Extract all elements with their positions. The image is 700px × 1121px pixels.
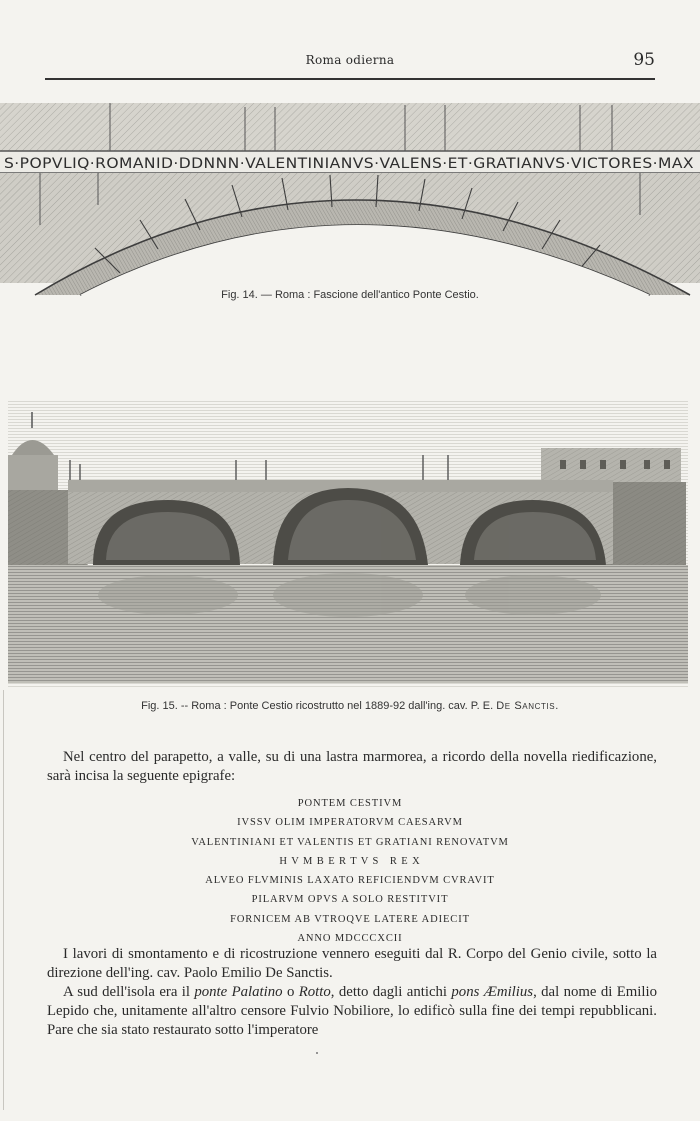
figure-14-caption: Fig. 14. — Roma : Fascione dell'antico Ponte Cestio. bbox=[221, 289, 479, 301]
figure-15-caption bbox=[0, 700, 700, 712]
bridge-inscription: S·POPVLIQ·ROMANID·DDNNN·VALENTINIANVS·VALENS·ET·GRATIANVS·VICTORES·MAX bbox=[4, 156, 694, 172]
figure-14-engraving bbox=[0, 95, 700, 300]
epigraph-line: PONTEM CESTIVM bbox=[297, 798, 403, 809]
epigraph-line: ANNO MDCCCXCII bbox=[297, 933, 403, 945]
paragraph-works: I lavori di smontamento e di ricostruzione vennero eseguiti dal R. Corpo del Genio civile, sotto la direzione dell'ing. cav. Paolo Emilio De Sanctis. bbox=[47, 946, 657, 981]
figure-15-caption-text: Fig. 15. -- Roma : Ponte Cestio ricostrutto nel 1889-92 dall'ing. cav. P. E. bbox=[141, 700, 497, 712]
text-run: o bbox=[282, 984, 299, 1000]
epigraph-line: VALENTINIANI ET VALENTIS ET GRATIANI RENOVATVM bbox=[191, 836, 509, 848]
printing-mark bbox=[316, 1052, 318, 1054]
paragraph-ponte-palatino bbox=[47, 983, 657, 1040]
paragraph-parapet: Nel centro del parapetto, a valle, su di una lastra marmorea, a ricordo della novella riedificazione, sarà incisa la seguente epigrafe: bbox=[47, 749, 657, 784]
epigraph-line: FORNICEM AB VTROQVE LATERE ADIECIT bbox=[230, 913, 470, 925]
epigraph-line: PILARVM OPVS A SOLO RESTITVIT bbox=[251, 894, 449, 906]
italic-term: ponte Palatino bbox=[194, 984, 283, 1000]
italic-term: pons Æmilius bbox=[451, 984, 534, 1000]
text-run: , detto dagli antichi bbox=[330, 984, 452, 1000]
epigraph-line: H V M B E R T V S R E X bbox=[279, 855, 421, 867]
epigraph-line: IVSSV OLIM IMPERATORVM CAESARVM bbox=[237, 817, 463, 829]
epigraph-line: ALVEO FLVMINIS LAXATO REFICIENDVM CVRAVIT bbox=[205, 875, 495, 887]
figure-15-caption-author: De Sanctis. bbox=[496, 700, 559, 712]
running-head bbox=[45, 50, 655, 80]
text-run: A sud dell'isola era il bbox=[63, 984, 195, 1000]
figure-15-engraving bbox=[8, 400, 688, 688]
epigraph bbox=[0, 794, 700, 948]
page-edge-shadow bbox=[3, 690, 4, 1110]
page-number: 95 bbox=[633, 50, 655, 70]
text-run: , dal nome di Emilio Lepido che, unitamente all'altro censore Fulvio Nobiliore, lo edificò sulla fine dei tempi repubblicani. Pare che sia stato restaurato sotto l'imperatore bbox=[47, 984, 657, 1038]
river bbox=[8, 565, 688, 683]
italic-term: Rotto bbox=[298, 984, 331, 1000]
running-title: Roma odierna bbox=[305, 53, 395, 67]
